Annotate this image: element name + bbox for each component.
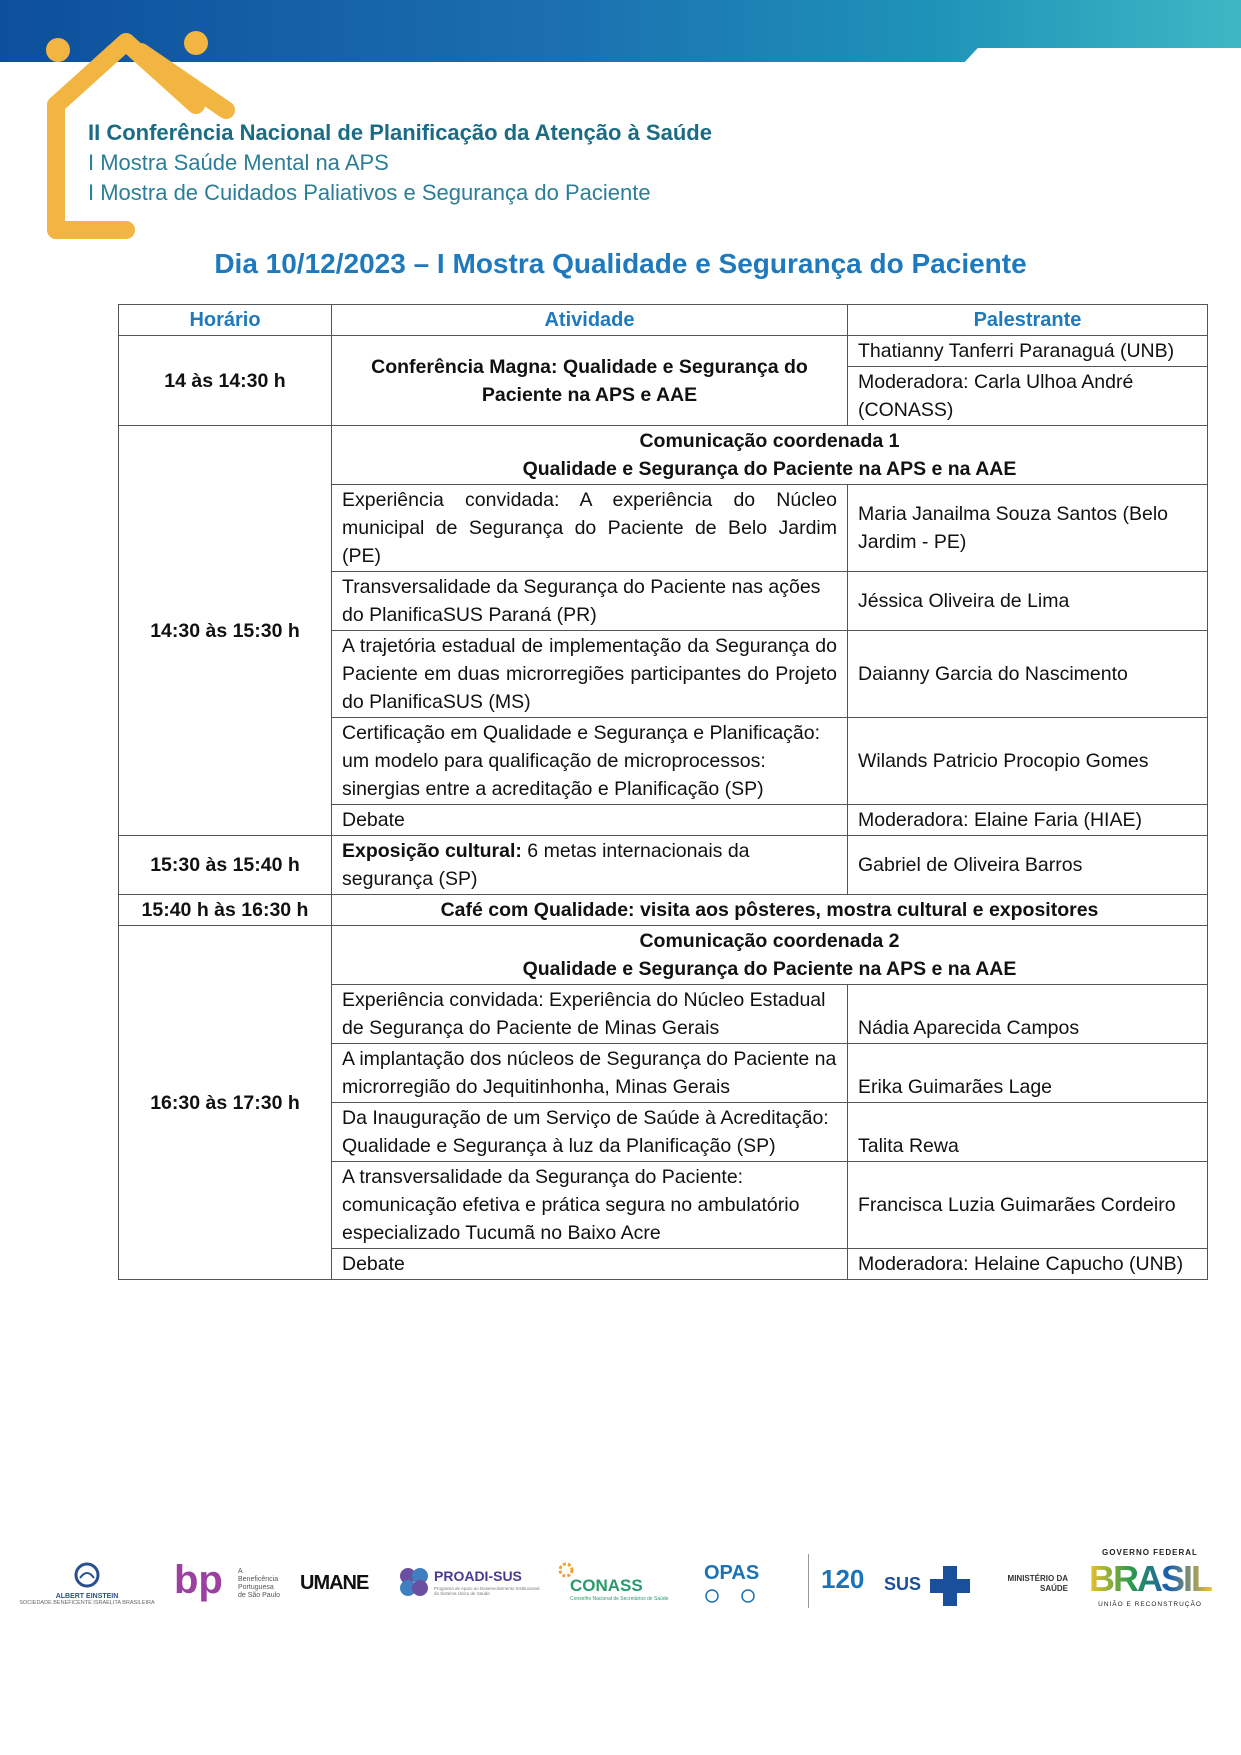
einstein-emblem-icon <box>74 1562 100 1588</box>
proadi-sub: Programa de Apoio ao Desenvolvimento Institucional do Sistema Único de Saúde <box>434 1586 540 1596</box>
activity-cell: Café com Qualidade: visita aos pôsteres, mostra cultural e expositores <box>332 895 1208 926</box>
activity-cell: Debate <box>332 805 848 836</box>
table-row <box>119 895 1208 926</box>
einstein-name: ALBERT EINSTEIN <box>55 1593 119 1600</box>
speaker-cell: Maria Janailma Souza Santos (Belo Jardim - PE) <box>848 485 1208 572</box>
conference-line-2: I Mostra Saúde Mental na APS <box>88 150 389 175</box>
conference-title <box>88 118 712 208</box>
speaker-cell: Talita Rewa <box>848 1103 1208 1162</box>
header-speaker: Palestrante <box>848 305 1208 336</box>
activity-cell: A implantação dos núcleos de Segurança do Paciente na microrregião do Jequitinhonha, Minas Gerais <box>332 1044 848 1103</box>
time-cell: 14 às 14:30 h <box>119 336 332 426</box>
header-time: Horário <box>119 305 332 336</box>
speaker-cell: Erika Guimarães Lage <box>848 1044 1208 1103</box>
activity-cell: Certificação em Qualidade e Segurança e Planificação: um modelo para qualificação de microprocessos: sinergias entre a acreditação e Planificação (SP) <box>332 718 848 805</box>
conass-sub: Conselho Nacional de Secretários de Saúde <box>570 1596 669 1602</box>
bp-mark: bp <box>174 1558 223 1602</box>
bp-text-3: de São Paulo <box>238 1592 281 1599</box>
bp-logo <box>174 1558 284 1608</box>
proadi-emblem-icon <box>396 1564 432 1600</box>
governo-bottom: UNIÃO E RECONSTRUÇÃO <box>1098 1601 1202 1608</box>
schedule-table <box>118 304 1208 1280</box>
activity-cell: Experiência convidada: Experiência do Núcleo Estadual de Segurança do Paciente de Minas Gerais <box>332 985 848 1044</box>
speaker-cell: Moderadora: Helaine Capucho (UNB) <box>848 1249 1208 1280</box>
ministerio-logo <box>984 1574 1068 1594</box>
sus-logo <box>884 1564 974 1608</box>
table-row <box>119 836 1208 895</box>
speaker-cell: Moderadora: Elaine Faria (HIAE) <box>848 805 1208 836</box>
bp-text-1: A Beneficência <box>238 1568 279 1583</box>
opas-120-number: 120 <box>821 1564 865 1594</box>
session-subtitle: Qualidade e Segurança do Paciente na APS e na AAE <box>522 458 1017 480</box>
moderator-cell: Moderadora: Carla Ulhoa André (CONASS) <box>848 367 1208 426</box>
activity-cell: Experiência convidada: A experiência do Núcleo municipal de Segurança do Paciente de Belo Jardim (PE) <box>332 485 848 572</box>
table-header-row <box>119 305 1208 336</box>
speaker-cell: Daianny Garcia do Nascimento <box>848 631 1208 718</box>
time-cell: 15:40 h às 16:30 h <box>119 895 332 926</box>
ministerio-line-1: MINISTÉRIO DA <box>1007 1574 1068 1583</box>
session-title: Comunicação coordenada 1 <box>639 430 900 452</box>
opas-logo: OPAS <box>704 1562 760 1584</box>
time-cell: 14:30 às 15:30 h <box>119 426 332 836</box>
speaker-cell: Nádia Aparecida Campos <box>848 985 1208 1044</box>
conass-name: CONASS <box>570 1576 643 1595</box>
session-subtitle: Qualidade e Segurança do Paciente na APS e na AAE <box>522 958 1017 980</box>
speaker-cell: Francisca Luzia Guimarães Cordeiro <box>848 1162 1208 1249</box>
governo-brasil: BRASIL <box>1089 1558 1211 1599</box>
activity-rest: 6 metas internacionais da segurança (SP) <box>342 840 750 890</box>
activity-cell: Conferência Magna: Qualidade e Segurança do Paciente na APS e AAE <box>332 336 848 426</box>
footer-logos <box>0 1548 1241 1638</box>
table-row <box>119 336 1208 367</box>
opas-120-logo <box>808 1554 869 1608</box>
bp-text-2: Portuguesa <box>238 1584 274 1591</box>
conference-line-3: I Mostra de Cuidados Paliativos e Segurança do Paciente <box>88 180 651 205</box>
speaker-cell: Wilands Patricio Procopio Gomes <box>848 718 1208 805</box>
sus-cross-icon <box>928 1564 972 1608</box>
activity-cell: A transversalidade da Segurança do Paciente: comunicação efetiva e prática segura no ambulatório especializado Tucumã no Baixo Acre <box>332 1162 848 1249</box>
ministerio-line-2: SAÚDE <box>1039 1584 1068 1593</box>
session-title: Comunicação coordenada 2 <box>639 930 900 952</box>
header-activity: Atividade <box>332 305 848 336</box>
table-row <box>119 426 1208 485</box>
activity-cell: Transversalidade da Segurança do Paciente nas ações do PlanificaSUS Paraná (PR) <box>332 572 848 631</box>
day-title: Dia 10/12/2023 – I Mostra Qualidade e Segurança do Paciente <box>214 248 1027 279</box>
who-emblem-icon <box>704 1588 772 1604</box>
table-row <box>119 926 1208 985</box>
activity-bold: Exposição cultural: <box>342 840 522 862</box>
speaker-cell: Jéssica Oliveira de Lima <box>848 572 1208 631</box>
governo-federal-logo <box>1088 1548 1212 1608</box>
time-cell: 16:30 às 17:30 h <box>119 926 332 1280</box>
session-cell <box>332 426 1208 485</box>
einstein-sub: SOCIEDADE BENEFICENTE ISRAELITA BRASILEIRA <box>19 1600 155 1606</box>
activity-cell: Da Inauguração de um Serviço de Saúde à Acreditação: Qualidade e Segurança à luz da Planificação (SP) <box>332 1103 848 1162</box>
activity-cell: Debate <box>332 1249 848 1280</box>
speaker-cell: Gabriel de Oliveira Barros <box>848 836 1208 895</box>
activity-cell <box>332 836 848 895</box>
einstein-logo <box>12 1562 162 1606</box>
conference-line-1: II Conferência Nacional de Planificação da Atenção à Saúde <box>88 120 712 145</box>
umane-logo: UMANE <box>300 1572 369 1594</box>
session-cell <box>332 926 1208 985</box>
speaker-cell: Thatianny Tanferri Paranaguá (UNB) <box>848 336 1208 367</box>
activity-cell: A trajetória estadual de implementação da Segurança do Paciente em duas microrregiões participantes do Projeto do PlanificaSUS (MS) <box>332 631 848 718</box>
governo-top: GOVERNO FEDERAL <box>1102 1548 1198 1557</box>
time-cell: 15:30 às 15:40 h <box>119 836 332 895</box>
proadi-name: PROADI-SUS <box>434 1568 522 1584</box>
sus-name: SUS <box>884 1574 922 1594</box>
